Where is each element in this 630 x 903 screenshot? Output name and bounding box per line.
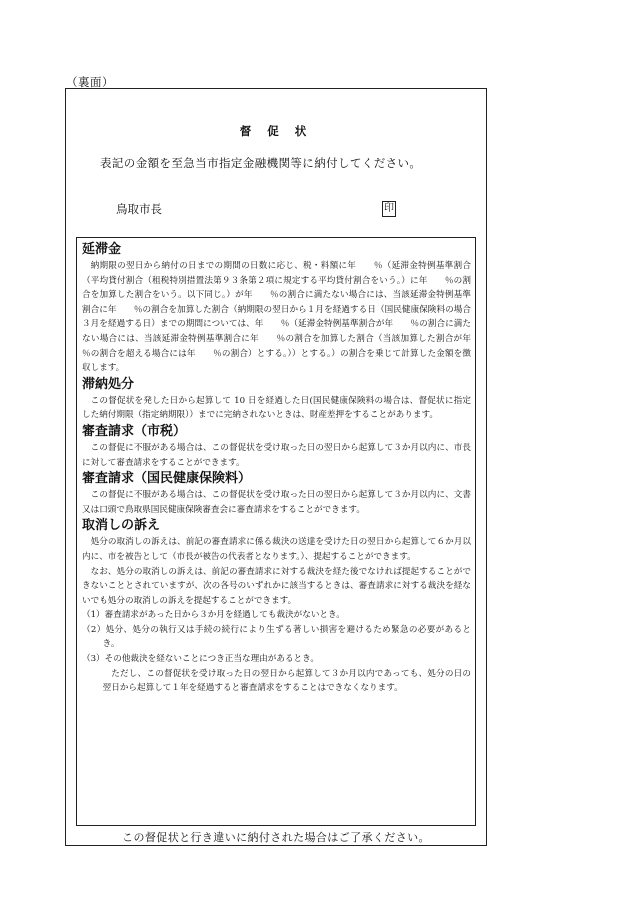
review-city-body: この督促に不服がある場合は、この督促状を受け取った日の翌日から起算して３か月以内に、市長に対して審査請求をすることができます。: [82, 442, 471, 468]
late-fee-heading: 延滞金: [82, 242, 122, 257]
notice-frame: [65, 88, 487, 846]
review-city-heading: 審査請求（市税）: [82, 423, 187, 439]
revocation-heading: 取消しの訴え: [82, 518, 161, 534]
revocation-item-3: （3）その他裁決を経ないことにつき正当な理由があるとき。: [82, 654, 319, 665]
side-label: （裏面）: [66, 75, 114, 89]
revocation-item-1: （1）審査請求があった日から３か月を経過しても裁決がないとき。: [82, 610, 345, 621]
footer-note: この督促状と行き違いに納付された場合はご了承ください。: [122, 831, 430, 844]
review-nhi-heading: 審査請求（国民健康保険料）: [82, 471, 252, 487]
revocation-body-2: なお、処分の取消しの訴えは、前記の審査請求に対する裁決を経た後でなければ提起することができないこととされていますが、次の各号のいずれかに該当するときは、審査請求に対する裁決を経ないでも処分の取消しの訴えを提起することができます。: [82, 566, 471, 606]
terms-box: [76, 237, 489, 826]
late-fee-body: 納期限の翌日から納付の日までの期間の日数に応じ、税・料額に年 ％（延滞金特例基準割合（平均貸付割合（租税特別措置法第９３条第２項に規定する平均貸付割合をいう。）に年 ％の割合を加算した割合をいう。以下同じ。）が年 ％の割合に満たない場合には、当該延滞金特例基準割合に年 ％の割合を加算した割合（納期限の翌日から１月を経過する日（国民健康保険料の場合３月を経過する日）までの期間については、年 ％（延滞金特例基準割合が年 ％の割合に満たない場合には、当該延滞金特例基準割合に年 ％の割合を加算した割合（当該加算した割合が年 ％の割合を超える場合には年 ％の割合）とする。））とする。）の割合を乗じて計算した金額を徴収します。: [82, 261, 489, 374]
revocation-item-2: （2）処分、処分の執行又は手続の続行により生ずる著しい損害を避けるため緊急の必要があるとき。: [82, 624, 471, 650]
intro-text: 表記の金額を至急当市指定金融機関等に納付してください。: [100, 156, 422, 170]
delinquency-body: この督促状を発した日から起算して 10 日を経過した日(国民健康保険料の場合は、督促状に指定した納付期限（指定納期限））までに完納されないときは、財産差押をすることがあります。: [82, 395, 471, 421]
revocation-body-1: 処分の取消しの訴えは、前記の審査請求に係る裁決の送達を受けた日の翌日から起算して６か月以内に、市を被告として（市長が被告の代表者となります。）、提起することができます。: [82, 537, 471, 562]
mayor-name: 鳥取市長: [116, 202, 162, 216]
revocation-note: ただし、この督促状を受け取った日の翌日から起算して３か月以内であっても、処分の日の翌日から起算して１年を経過すると審査請求をすることはできなくなります。: [102, 668, 471, 694]
review-nhi-body: この督促に不服がある場合は、この督促状を受け取った日の翌日から起算して３か月以内に、文書又は口頭で鳥取県国民健康保険審査会に審査請求をすることができます。: [82, 490, 471, 515]
delinquency-heading: 滞納処分: [82, 376, 135, 392]
seal-mark: 印: [382, 201, 396, 217]
notice-title: 督 促 状: [239, 124, 313, 138]
